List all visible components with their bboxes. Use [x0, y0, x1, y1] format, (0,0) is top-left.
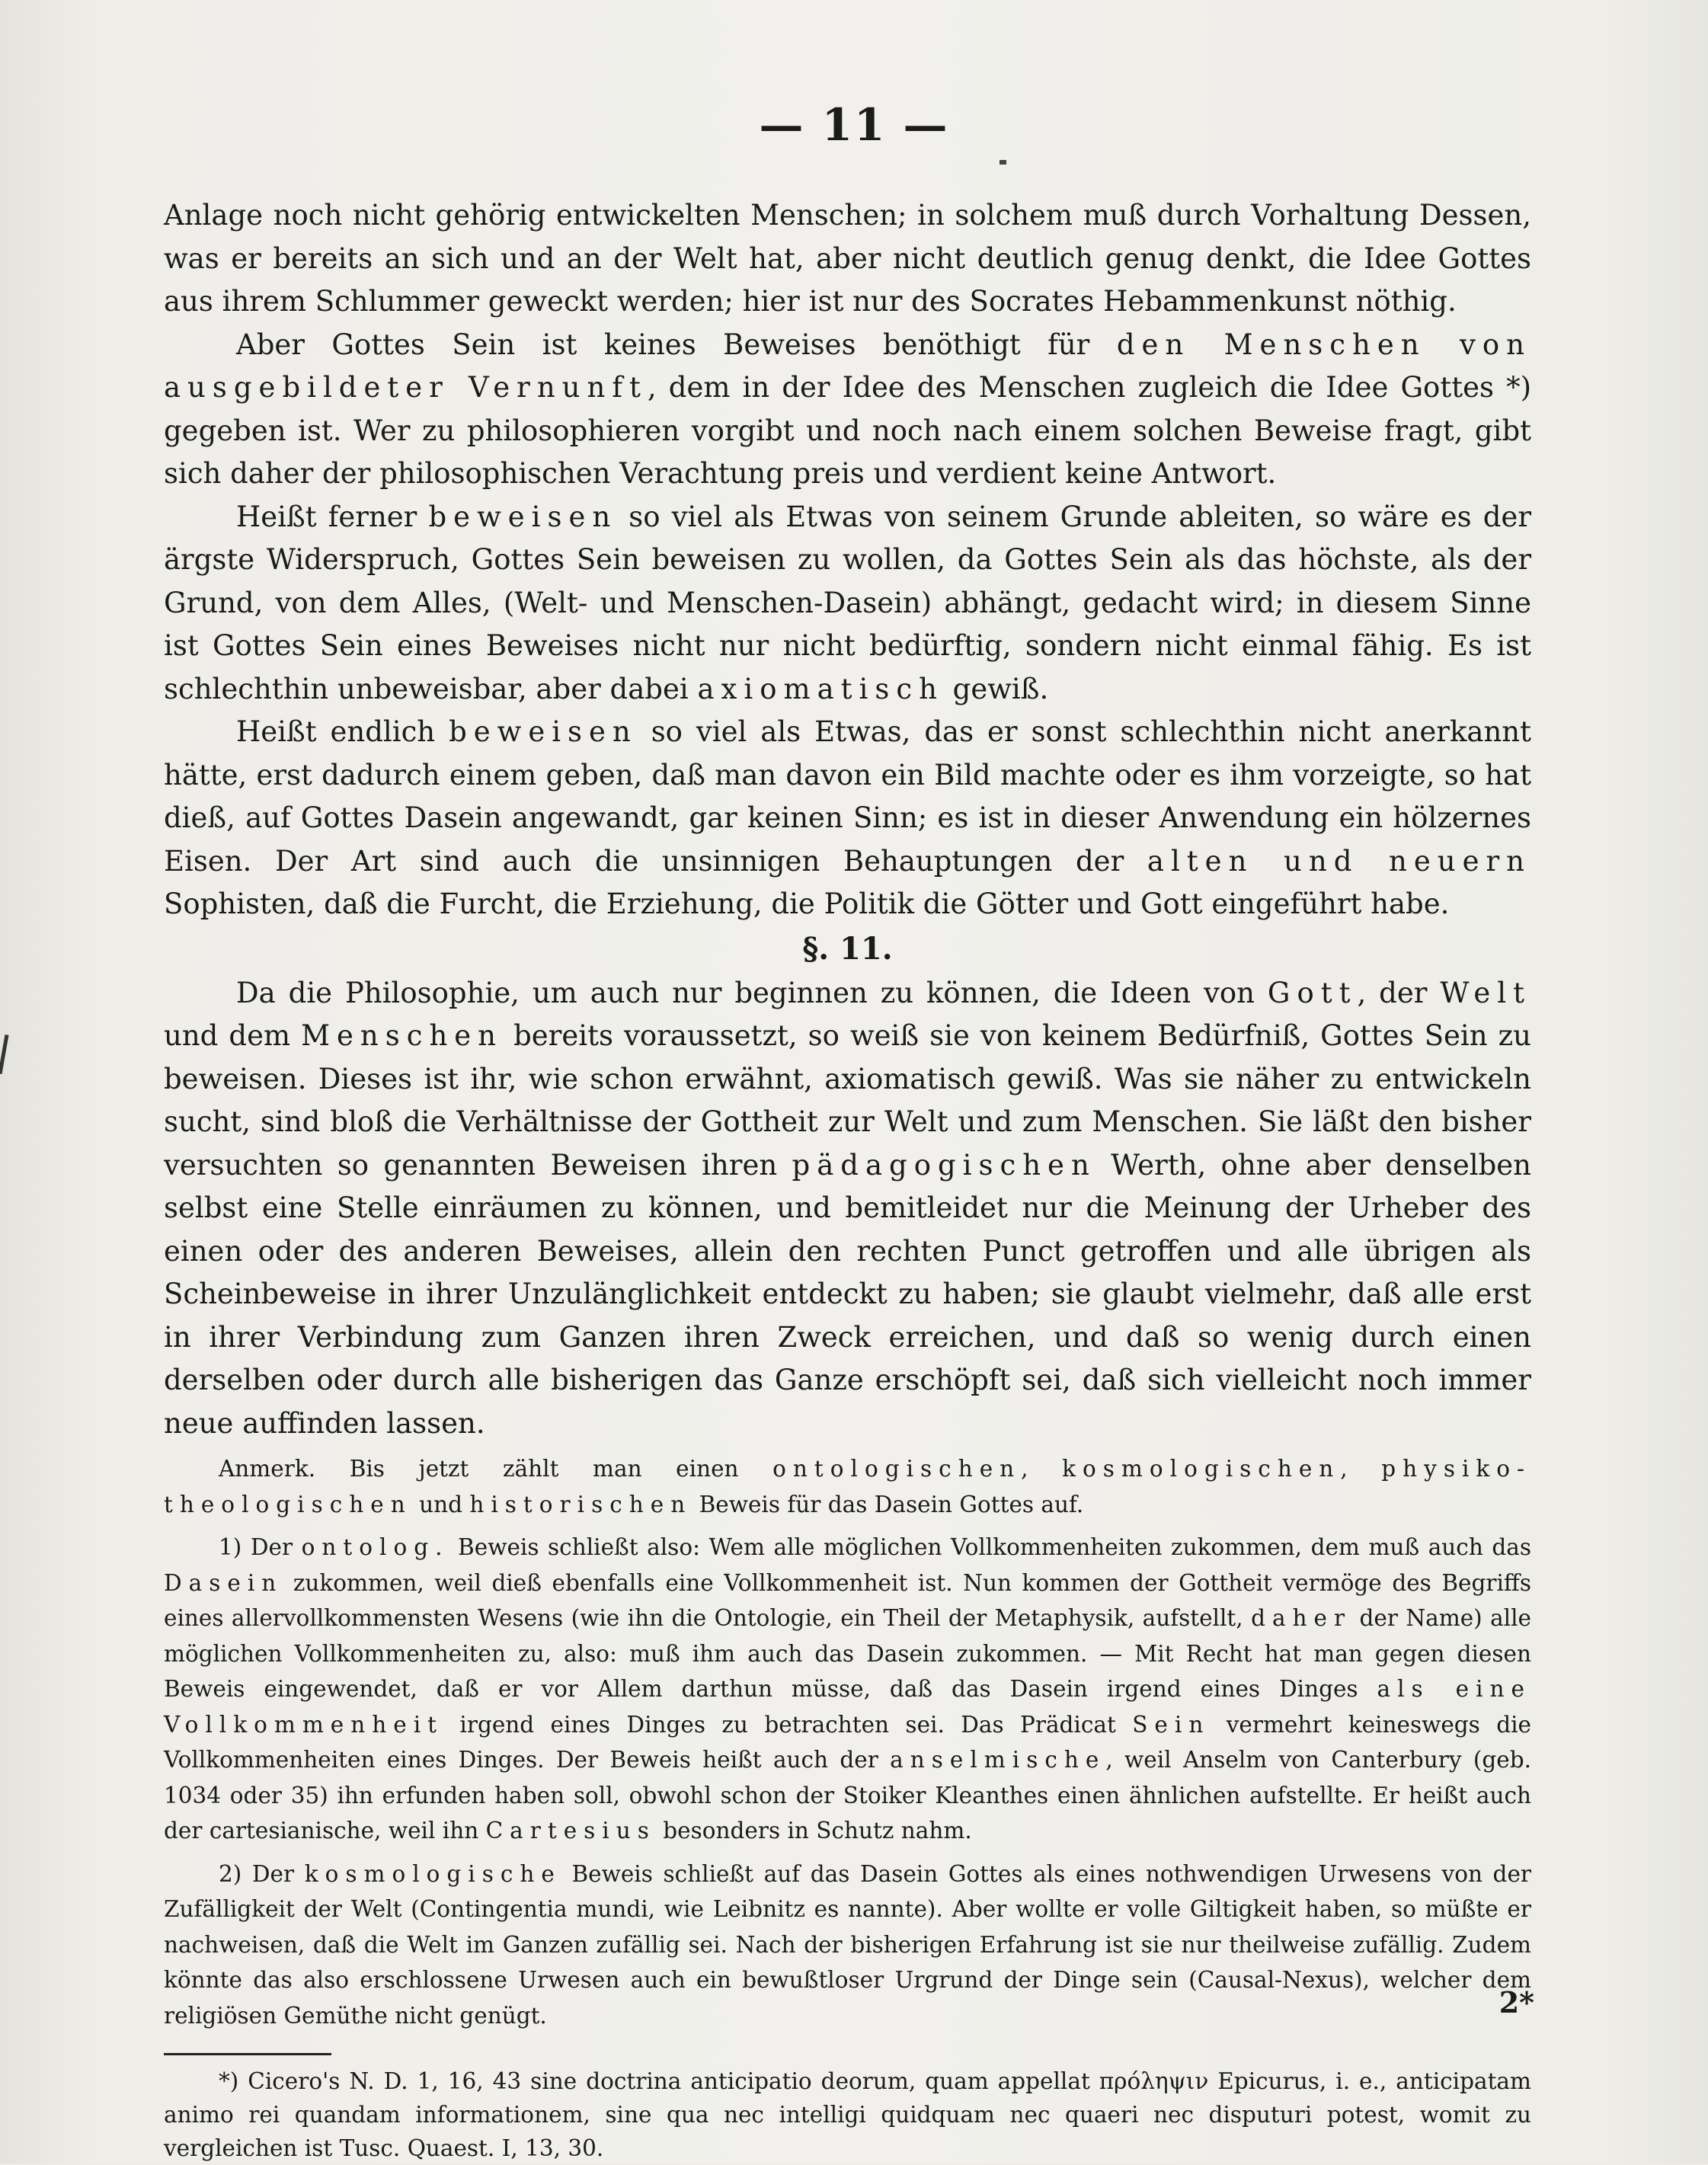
text-run: 2) Der [219, 1860, 305, 1887]
spaced-emphasis: Welt [1440, 976, 1531, 1009]
spaced-emphasis: beweisen [449, 715, 638, 748]
text-run: zukommen, weil dieß ebenfalls eine Vollkommenheit ist. Nun kommen der Gottheit vermöge des Begriffs eines allervollkommensten Wesens (wie ihn die Ontologie, ein Theil der Metaphysik, aufstellt, [164, 1569, 1531, 1631]
text-run: Aber Gottes Sein ist keines Beweises benöthigt für [236, 328, 1117, 361]
text-run: 1) Der [219, 1534, 302, 1560]
main-text-column [164, 194, 1531, 2165]
text-run: , dem in der Idee des Menschen zugleich die Idee Gottes *) gegeben ist. Wer zu philosophieren vorgibt und noch nach einem solchen Beweise fragt, gibt sich daher der philosophischen Verachtung preis und verdient keine Antwort. [164, 371, 1531, 490]
spaced-emphasis: Dasein [164, 1569, 283, 1596]
margin-mark [0, 1035, 8, 1074]
signature-mark: 2* [1498, 1985, 1534, 2019]
spaced-emphasis: den Menschen von ausgebildeter Vernunft [164, 328, 1531, 404]
text-run: , [1340, 1456, 1382, 1482]
text-run: und [411, 1491, 470, 1517]
spaced-emphasis: pädagogischen [792, 1148, 1096, 1182]
section-heading: §. 11. [802, 930, 893, 967]
page-number: — 11 — [759, 99, 949, 151]
text-run: irgend eines Dinges zu betrachten sei. Das Prädicat [443, 1711, 1133, 1738]
paragraph-4 [164, 711, 1531, 926]
spaced-emphasis: ontologischen [772, 1456, 1022, 1482]
spaced-emphasis: kosmologischen [1062, 1456, 1341, 1482]
text-run: Heißt ferner [236, 500, 429, 533]
spaced-emphasis: beweisen [428, 500, 618, 533]
remarks [164, 1451, 1531, 2033]
section-paragraph [164, 972, 1531, 1446]
spaced-emphasis: physiko-theologischen [164, 1456, 1531, 1517]
text-run: Beweis schließt auf das Dasein Gottes als eines nothwendigen Urwesens von der Zufälligkeit der Welt (Contingentia mundi, wie Leibnitz es nannte). Aber wollte er volle Giltigkeit haben, so müßte er nachweisen, daß die Welt im Ganzen zufällig sei. Nach der bisherigen Erfahrung ist sie nur theilweise zufällig. Zudem könnte das also erschlossene Urwesen auch ein bewußtloser Urgrund der Dinge sein (Causal-Nexus), welcher dem religiösen Gemüthe nicht genügt. [164, 1860, 1531, 2029]
footnote [164, 2064, 1531, 2165]
text-run: , [1021, 1456, 1063, 1482]
text-run: Beweis schließt also: Wem alle möglichen Vollkommenheiten zukommen, dem muß auch das [449, 1534, 1531, 1560]
remark-intro [164, 1451, 1531, 1522]
text-run: gewiß. [943, 672, 1049, 705]
print-speck [1000, 160, 1006, 165]
spaced-emphasis: kosmologische [304, 1860, 561, 1887]
footnote-rule [164, 2053, 331, 2055]
text-run: Da die Philosophie, um auch nur beginnen zu können, die Ideen von [236, 976, 1268, 1009]
spaced-emphasis: ontolog. [301, 1534, 449, 1560]
spaced-emphasis: Menschen [301, 1019, 504, 1052]
remark-1-ontological [164, 1530, 1531, 1849]
text-run: Bis jetzt zählt man einen [315, 1456, 773, 1482]
spaced-emphasis: historischen [469, 1491, 692, 1517]
paragraph-3 [164, 496, 1531, 712]
remark-2-cosmological [164, 1856, 1531, 2034]
text-run: und dem [164, 1019, 302, 1052]
spaced-emphasis: daher [1251, 1605, 1352, 1631]
text-run: besonders in Schutz nahm. [655, 1818, 972, 1844]
spaced-emphasis: Cartesius [485, 1818, 656, 1844]
text-run: Beweis für das Dasein Gottes auf. [692, 1491, 1084, 1517]
text-run: Werth, ohne aber denselben selbst eine Stelle einräumen zu können, und bemitleidet nur die Meinung der Urheber des einen oder des anderen Beweises, allein den rechten Punct getroffen und alle übrigen als Scheinbeweise in ihrer Unzulänglichkeit entdeckt zu haben; sie glaubt vielmehr, daß alle erst in ihrer Verbindung zum Ganzen ihren Zweck erreichen, und daß so wenig durch einen derselben oder durch alle bisherigen das Ganze erschöpft sei, daß sich vielleicht noch immer neue auffinden lassen. [164, 1148, 1531, 1440]
text-run: vermehrt keineswegs die Vollkommenheiten eines Dinges. Der Beweis heißt auch der [164, 1711, 1531, 1773]
text-run: , der [1357, 976, 1441, 1009]
text-run: Sophisten, daß die Furcht, die Erziehung, die Politik die Götter und Gott eingeführt habe. [164, 887, 1450, 920]
spaced-emphasis: Gott [1267, 976, 1358, 1009]
body-text [164, 194, 1531, 1445]
text-run: so viel als Etwas von seinem Grunde ableiten, so wäre es der ärgste Widerspruch, Gottes Sein beweisen zu wollen, da Gottes Sein als das höchste, als der Grund, von dem Alles, (Welt- und Menschen-Dasein) abhängt, gedacht wird; in diesem Sinne ist Gottes Sein eines Beweises nicht nur nicht bedürftig, sondern nicht einmal fähig. Es ist schlechthin unbeweisbar, aber dabei [164, 500, 1532, 705]
text-run: der Name) alle möglichen Vollkommenheiten zu, also: muß ihm auch das Dasein zukommen. — Mit Recht hat man gegen diesen Beweis eingewendet, daß er vor Allem darthun müsse, daß das Dasein irgend eines Dinges [164, 1605, 1531, 1702]
paragraph-1: Anlage noch nicht gehörig entwickelten Menschen; in solchem muß durch Vorhaltung Dessen, was er bereits an sich und an der Welt hat, aber nicht deutlich genug denkt, die Idee Gottes aus ihrem Schlummer geweckt werden; hier ist nur des Socrates Hebammenkunst nöthig. [164, 199, 1531, 318]
footnote-text: *) Cicero's N. D. 1, 16, 43 sine doctrina anticipatio deorum, quam appellat πρόληψιν Epicurus, i. e., anticipatam animo rei quandam informationem, sine qua nec intelligi quidquam nec quaeri nec disputuri potest, womit zu vergleichen ist Tusc. Quaest. I, 13, 30. [164, 2068, 1531, 2161]
text-run: Heißt endlich [236, 715, 449, 748]
text-run: bereits voraussetzt, so weiß sie von keinem Bedürfniß, Gottes Sein zu beweisen. Dieses ist ihr, wie schon erwähnt, axiomatisch gewiß. Was sie näher zu entwickeln sucht, sind bloß die Verhältnisse der Gottheit zur Welt und zum Menschen. Sie läßt den bisher versuchten so genannten Beweisen ihren [164, 1019, 1531, 1182]
spaced-emphasis: alten und neuern [1147, 844, 1531, 878]
spaced-emphasis: als eine Vollkommenheit [164, 1676, 1531, 1738]
remark-label: Anmerk. [219, 1456, 316, 1482]
spaced-emphasis: axiomatisch [697, 672, 944, 705]
paragraph-2 [164, 324, 1531, 496]
spaced-emphasis: Sein [1132, 1711, 1211, 1738]
spaced-emphasis: anselmische [890, 1747, 1106, 1773]
text-run: so viel als Etwas, das er sonst schlechthin nicht anerkannt hätte, erst dadurch einem geben, daß man davon ein Bild machte oder es ihm vorzeigte, so hat dieß, auf Gottes Dasein angewandt, gar keinen Sinn; es ist in dieser Anwendung ein hölzernes Eisen. Der Art sind auch die unsinnigen Behauptungen der [164, 715, 1531, 878]
text-run: , weil Anselm von Canterbury (geb. 1034 oder 35) ihn erfunden haben soll, obwohl schon der Stoiker Kleanthes einen ähnlichen aufstellte. Er heißt auch der cartesianische, weil ihn [164, 1747, 1531, 1844]
